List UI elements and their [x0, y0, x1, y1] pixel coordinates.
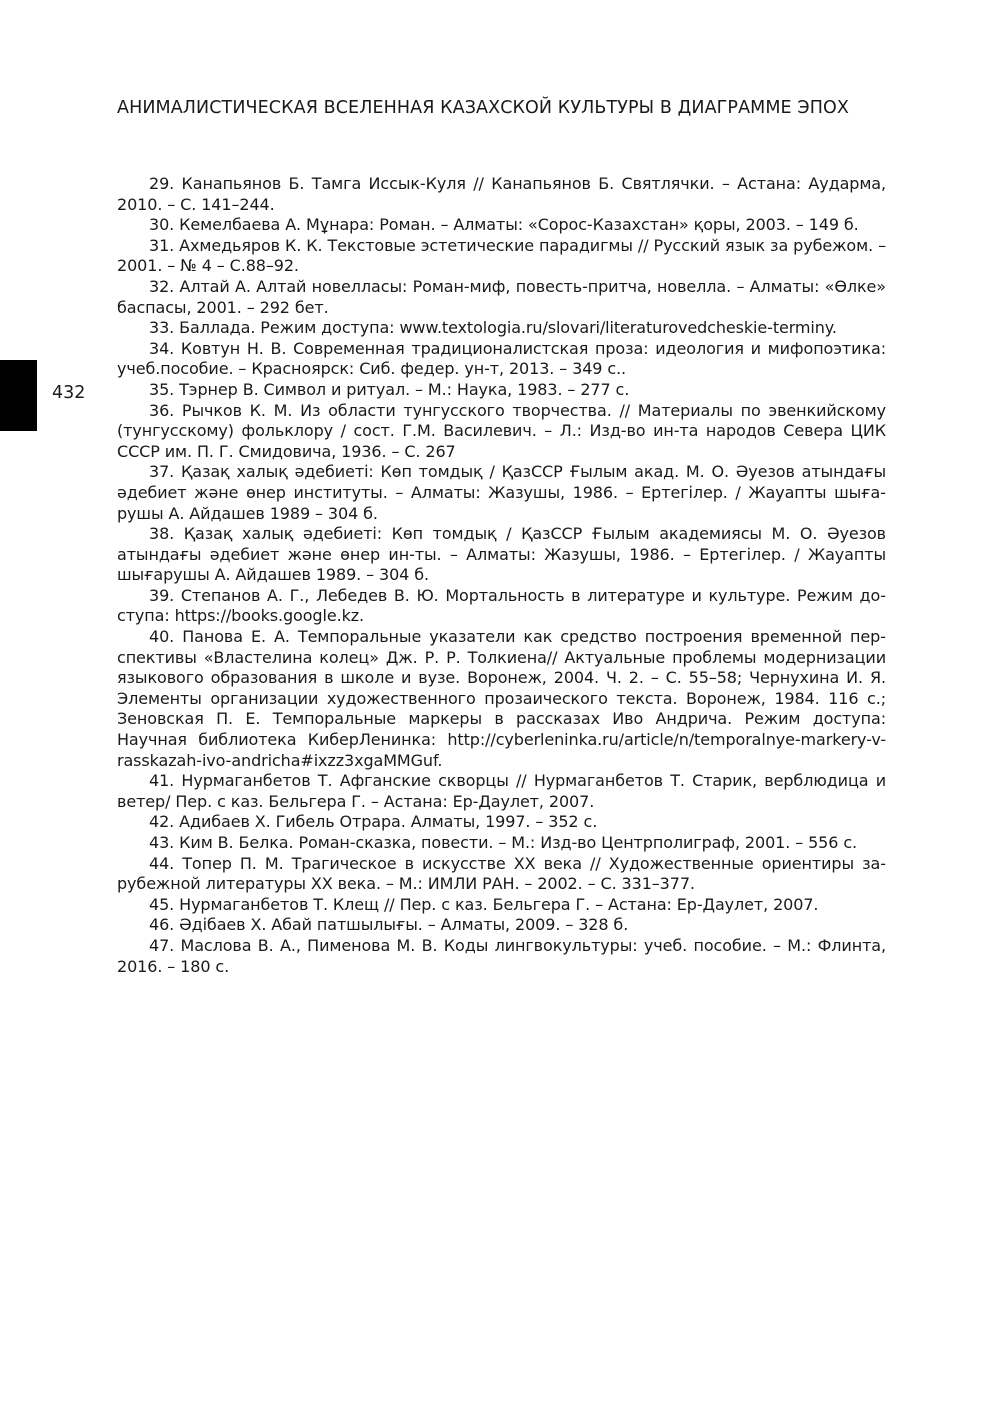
reference-item: 42. Адибаев Х. Гибель Отрара. Алматы, 1997. – 352 с.	[149, 812, 598, 832]
reference-item: 47. Маслова В. А., Пименова М. В. Коды лингвокультуры: учеб. пособие. – М.: Флинта, 2016. – 180 с.	[117, 935, 886, 976]
reference-item: 43. Ким В. Белка. Роман-сказка, повести. – М.: Изд-во Центрполиграф, 2001. – 556 с.	[149, 833, 858, 852]
reference-item: 32. Алтай А. Алтай новелласы: Роман-миф, повесть-притча, новелла. – Алматы: «Өлке» баспасы, 2001. – 292 бет.	[117, 276, 886, 317]
reference-item: 36. Рычков К. М. Из области тунгусского творчества. // Материалы по эвенкийскому (тунгусскому) фольклору / сост. Г.М. Василевич. – Л.: Изд-во ин-та народов Севера ЦИК СССР им. П. Г. Смидовича, 1936. – С. 267	[117, 400, 886, 461]
reference-item[interactable]: 39. Степанов А. Г., Лебедев В. Ю. Мортальность в литературе и культуре. Режим доступа: https://books.google.kz.	[117, 585, 886, 626]
reference-item: 41. Нурмаганбетов Т. Афганские скворцы // Нурмаганбетов Т. Старик, верблюдица и ветер/ Пер. с каз. Бельгера Г. – Астана: Ер-Даулет, 2007.	[117, 771, 886, 811]
reference-item[interactable]: 33. Баллада. Режим доступа: www.textologia.ru/slovari/literaturovedcheskie-terminy.	[149, 318, 837, 338]
reference-item: 29. Канапьянов Б. Тамга Иссык-Куля // Канапьянов Б. Святлячки. – Астана: Аударма, 2010. – С. 141–244.	[117, 174, 886, 214]
reference-item: 45. Нурмаганбетов Т. Клещ // Пер. с каз. Бельгера Г. – Астана: Ер-Даулет, 2007.	[149, 894, 819, 914]
page-number: 432	[52, 383, 86, 403]
reference-item: 31. Ахмедьяров К. К. Текстовые эстетические парадигмы // Русский язык за рубежом. – 2001. – № 4 – С.88–92.	[117, 235, 886, 276]
reference-item: 38. Қазақ халық әдебиеті: Көп томдық / ҚазССР Ғылым академиясы М. О. Әуезов атындағы әдебиет және өнер ин-ты. – Алматы: Жазушы, 1986. – Ертегілер. / Жауапты шығарушы А. Айдашев 1989. – 304 б.	[117, 524, 886, 585]
reference-list	[117, 174, 886, 977]
running-header: АНИМАЛИСТИЧЕСКАЯ ВСЕЛЕННАЯ КАЗАХСКОЙ КУЛЬТУРЫ В ДИАГРАММЕ ЭПОХ	[117, 98, 849, 118]
chapter-edge-tab	[0, 360, 37, 431]
reference-item: 34. Ковтун Н. В. Современная традиционалистская проза: идеология и мифопоэтика: учеб.пособие. – Красноярск: Сиб. федер. ун-т, 2013. – 349 с..	[117, 338, 886, 379]
reference-item: 46. Әдібаев Х. Абай патшылығы. – Алматы, 2009. – 328 б.	[149, 915, 629, 935]
reference-item: 37. Қазақ халық әдебиеті: Көп томдық / ҚазССР Ғылым акад. М. О. Әуезов атындағы әдебиет және өнер институты. – Алматы: Жазушы, 1986. – Ертегілер. / Жауапты шығарушы А. Айдашев 1989 – 304 б.	[117, 462, 886, 523]
reference-item: 35. Тэрнер В. Символ и ритуал. – М.: Наука, 1983. – 277 с.	[149, 379, 630, 399]
reference-item: 30. Кемелбаева А. Мұнара: Роман. – Алматы: «Сорос-Казахстан» қоры, 2003. – 149 б.	[149, 215, 859, 235]
reference-item: 44. Топер П. М. Трагическое в искусстве ХХ века // Художественные ориентиры зарубежной литературы XX века. – М.: ИМЛИ РАН. – 2002. – С. 331–377.	[117, 853, 886, 894]
reference-item[interactable]: 40. Панова Е. А. Темпоральные указатели как средство построения временной перспективы «Властелина колец» Дж. Р. Р. Толкиена// Актуальные проблемы модернизации языкового образования в школе и вузе. Воронеж, 2004. Ч. 2. – С. 55–58; Чернухина И. Я. Элементы организации художественного прозаического текста. Воронеж, 1984. 116 с.; Зеновская П. Е. Темпоральные маркеры в рассказах Иво Андрича. Режим доступа: Научная библиотека КиберЛенинка: http://cyberleninka.ru/article/n/temporalnye-markery-v-rasskazah-ivo-andricha#ixzz3xgaMMGuf.	[117, 627, 886, 770]
